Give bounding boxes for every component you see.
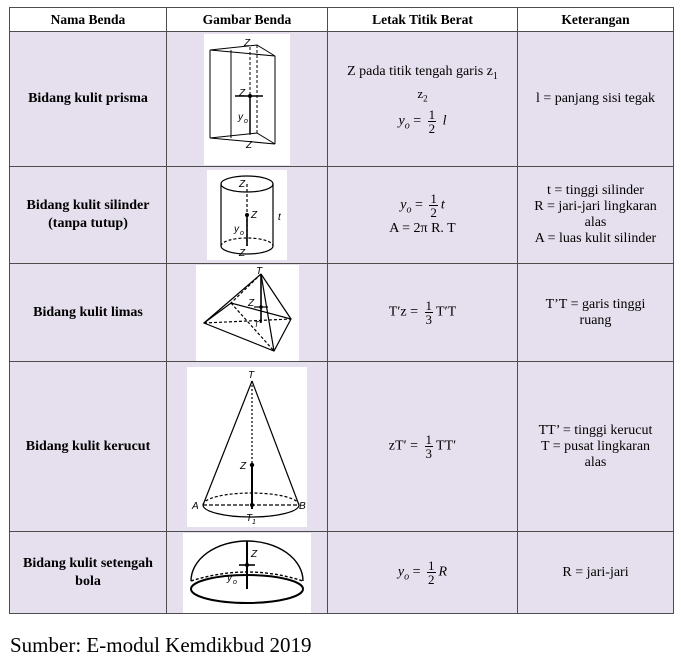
label-z-top: Z xyxy=(244,37,251,49)
location-cell xyxy=(328,362,518,532)
note-line: R = jari-jari lingkaran xyxy=(534,199,657,214)
fraction-den: 2 xyxy=(430,205,437,221)
note-cell xyxy=(518,362,674,532)
fraction-num: 1 xyxy=(425,432,433,447)
fraction-den: 3 xyxy=(425,446,433,461)
eq-equals: = xyxy=(413,113,422,129)
eq-left-sub: o xyxy=(404,571,410,583)
label-z-bot: Z xyxy=(239,248,246,259)
figure-cell xyxy=(167,264,328,362)
note-cell xyxy=(518,32,674,167)
header-keterangan: Keterangan xyxy=(518,8,674,32)
note-line: ruang xyxy=(579,312,612,328)
eq-right: TT′ xyxy=(436,438,457,454)
location-cell xyxy=(328,264,518,362)
eq-right: l xyxy=(442,113,447,129)
label-y: y xyxy=(227,572,232,584)
location-cell xyxy=(328,532,518,614)
figure-cell xyxy=(167,167,328,264)
note-line: T = pusat lingkaran xyxy=(540,438,651,454)
loc-line1: Z pada titik tengah garis z xyxy=(347,63,493,79)
source-caption: Sumber: E-modul Kemdikbud 2019 xyxy=(10,633,312,657)
table-row xyxy=(10,264,674,362)
area-formula: A = 2π R. T xyxy=(389,220,456,236)
label-z-mid: Z xyxy=(251,210,258,221)
fraction xyxy=(427,559,436,586)
cone-figure xyxy=(187,367,307,527)
fraction-num: 1 xyxy=(428,557,435,573)
fraction-den: 2 xyxy=(428,571,435,587)
figure-cell xyxy=(167,532,328,614)
row-name: Bidang kulit prisma xyxy=(10,32,167,167)
header-row xyxy=(10,8,674,32)
eq-right: T′T xyxy=(436,304,457,320)
eq-left: y xyxy=(400,197,407,213)
eq-equals: = xyxy=(410,304,419,320)
note-line: TT’ = tinggi kerucut xyxy=(538,422,653,438)
fraction xyxy=(425,433,434,460)
label-y-sub: o xyxy=(233,578,237,586)
note-line: t = tinggi silinder xyxy=(547,183,644,198)
eq-equals: = xyxy=(410,438,419,454)
prism-figure xyxy=(204,34,290,165)
note-line: alas xyxy=(584,215,607,230)
label-t: T xyxy=(248,369,255,381)
row-name: Bidang kulit setengah bola xyxy=(10,532,167,614)
eq-left: y xyxy=(398,113,405,129)
figure-cell xyxy=(167,362,328,532)
note-cell xyxy=(518,532,674,614)
label-z: Z xyxy=(240,460,247,472)
label-z-mid: Z xyxy=(239,87,246,99)
note-line: A = luas kulit silinder xyxy=(534,231,657,246)
label-z-bot: Z xyxy=(246,139,253,151)
label-y: y xyxy=(238,111,243,123)
fraction xyxy=(425,299,434,326)
label-y: y xyxy=(234,224,239,235)
eq-right: R xyxy=(438,564,448,580)
fraction xyxy=(429,192,438,219)
cylinder-figure xyxy=(207,170,287,260)
label-t: t xyxy=(278,212,281,223)
figure-cell xyxy=(167,32,328,167)
note-cell xyxy=(518,264,674,362)
label-a: A xyxy=(192,500,199,512)
table-row xyxy=(10,362,674,532)
row-name: Bidang kulit limas xyxy=(10,264,167,362)
label-b: B xyxy=(299,500,306,512)
note-line: T’T = garis tinggi xyxy=(545,296,646,312)
fraction-den: 3 xyxy=(425,312,433,327)
eq-left: T′z xyxy=(388,304,407,320)
label-t-prime: T' xyxy=(253,319,260,329)
eq-equals: = xyxy=(414,197,423,213)
header-gambar-benda: Gambar Benda xyxy=(167,8,328,32)
note-cell xyxy=(518,167,674,264)
eq-left-sub: o xyxy=(406,204,412,216)
fraction xyxy=(428,108,437,135)
label-z: Z xyxy=(247,297,254,309)
fraction-num: 1 xyxy=(430,191,437,207)
eq-right: t xyxy=(440,197,445,213)
hemisphere-figure xyxy=(183,533,311,613)
row-name: Bidang kulit silinder (tanpa tutup) xyxy=(10,167,167,264)
centroid-table xyxy=(9,7,674,614)
label-t1: T xyxy=(246,512,253,524)
loc-sub1: 1 xyxy=(492,70,498,82)
label-t1-sub: 1 xyxy=(252,518,256,526)
pyramid-figure xyxy=(196,265,299,361)
table-row xyxy=(10,532,674,614)
fraction-num: 1 xyxy=(425,298,433,313)
loc-line2: z xyxy=(417,86,424,102)
label-t: T xyxy=(255,265,262,277)
header-letak-titik-berat: Letak Titik Berat xyxy=(328,8,518,32)
header-nama-benda: Nama Benda xyxy=(10,8,167,32)
label-z: Z xyxy=(251,548,258,560)
label-y-sub: o xyxy=(244,117,248,125)
eq-left-sub: o xyxy=(404,120,410,132)
label-z-top: Z xyxy=(239,179,246,190)
fraction-num: 1 xyxy=(428,106,436,122)
label-y-sub: o xyxy=(240,230,244,237)
eq-left: y xyxy=(397,564,405,580)
note-line: l = panjang sisi tegak xyxy=(535,91,656,106)
note-line: alas xyxy=(584,454,607,470)
eq-equals: = xyxy=(412,564,421,580)
note-line: R = jari-jari xyxy=(562,564,629,580)
fraction-den: 2 xyxy=(428,120,436,136)
table-row xyxy=(10,167,674,264)
location-cell xyxy=(328,167,518,264)
loc-sub2: 2 xyxy=(423,93,428,104)
eq-left: zT′ xyxy=(388,438,407,454)
location-cell xyxy=(328,32,518,167)
row-name: Bidang kulit kerucut xyxy=(10,362,167,532)
table-row xyxy=(10,32,674,167)
